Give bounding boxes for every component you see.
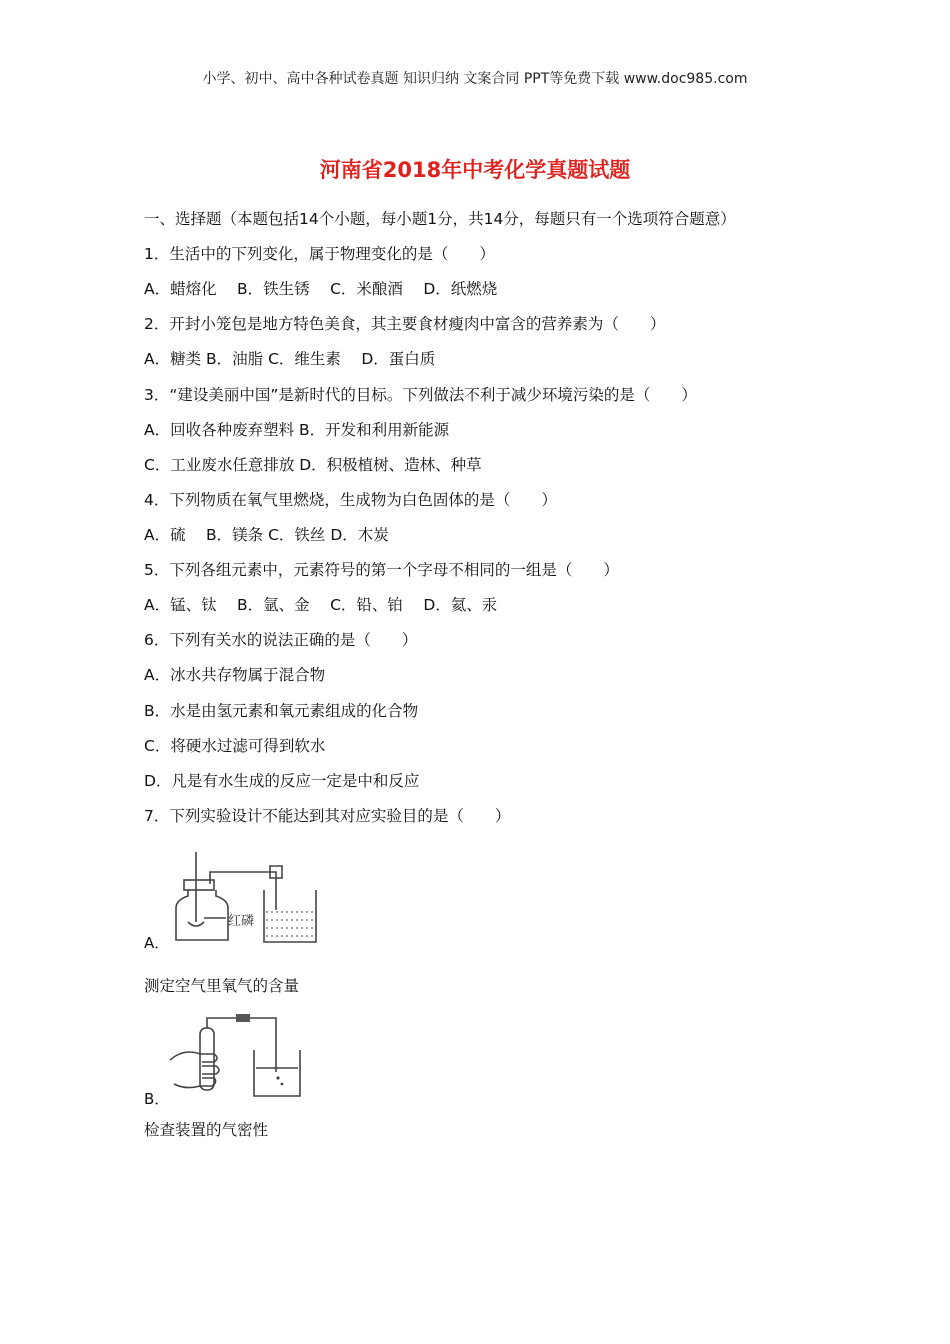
question-6-option-b: B．水是由氢元素和氧元素组成的化合物 <box>144 702 419 720</box>
figure-oxygen-content-apparatus <box>166 850 326 948</box>
question-2: 2．开封小笼包是地方特色美食，其主要食材瘦肉中富含的营养素为（ ） <box>144 315 666 333</box>
figure-label-red-phosphorus: 红磷 <box>228 914 255 929</box>
question-3-options-cd: C．工业废水任意排放 D．积极植树、造林、种草 <box>144 456 482 474</box>
question-7: 7．下列实验设计不能达到其对应实验目的是（ ） <box>144 807 511 825</box>
question-7-option-a-label: A． <box>144 934 170 952</box>
question-5-options: A．锰、钛 B．氩、金 C．铅、铂 D．氦、汞 <box>144 596 498 614</box>
question-7-option-b-caption: 检查装置的气密性 <box>144 1121 269 1139</box>
question-7-option-a-caption: 测定空气里氧气的含量 <box>144 977 300 995</box>
figure-airtightness-apparatus <box>166 1010 306 1100</box>
page-title: 河南省2018年中考化学真题试题 <box>319 158 631 182</box>
section-heading: 一、选择题（本题包括14个小题，每小题1分，共14分，每题只有一个选项符合题意） <box>144 210 736 228</box>
question-1-options: A．蜡熔化 B．铁生锈 C．米酿酒 D．纸燃烧 <box>144 280 498 298</box>
question-6-option-a: A．冰水共存物属于混合物 <box>144 666 326 684</box>
question-7-option-b-label: B． <box>144 1090 170 1108</box>
question-5: 5．下列各组元素中，元素符号的第一个字母不相同的一组是（ ） <box>144 561 619 579</box>
question-3-options-ab: A．回收各种废弃塑料 B．开发和利用新能源 <box>144 421 450 439</box>
question-6-option-d: D．凡是有水生成的反应一定是中和反应 <box>144 772 420 790</box>
question-6: 6．下列有关水的说法正确的是（ ） <box>144 631 418 649</box>
question-4: 4．下列物质在氧气里燃烧，生成物为白色固体的是（ ） <box>144 491 557 509</box>
page-header: 小学、初中、高中各种试卷真题 知识归纳 文案合同 PPT等免费下载 www.doc985.com <box>202 71 748 87</box>
question-2-options: A．糖类 B．油脂 C．维生素 D．蛋白质 <box>144 350 436 368</box>
question-6-option-c: C．将硬水过滤可得到软水 <box>144 737 326 755</box>
question-4-options: A．硫 B．镁条 C．铁丝 D．木炭 <box>144 526 389 544</box>
question-1: 1．生活中的下列变化，属于物理变化的是（ ） <box>144 245 495 263</box>
question-3: 3．“建设美丽中国”是新时代的目标。下列做法不利于减少环境污染的是（ ） <box>144 386 697 404</box>
